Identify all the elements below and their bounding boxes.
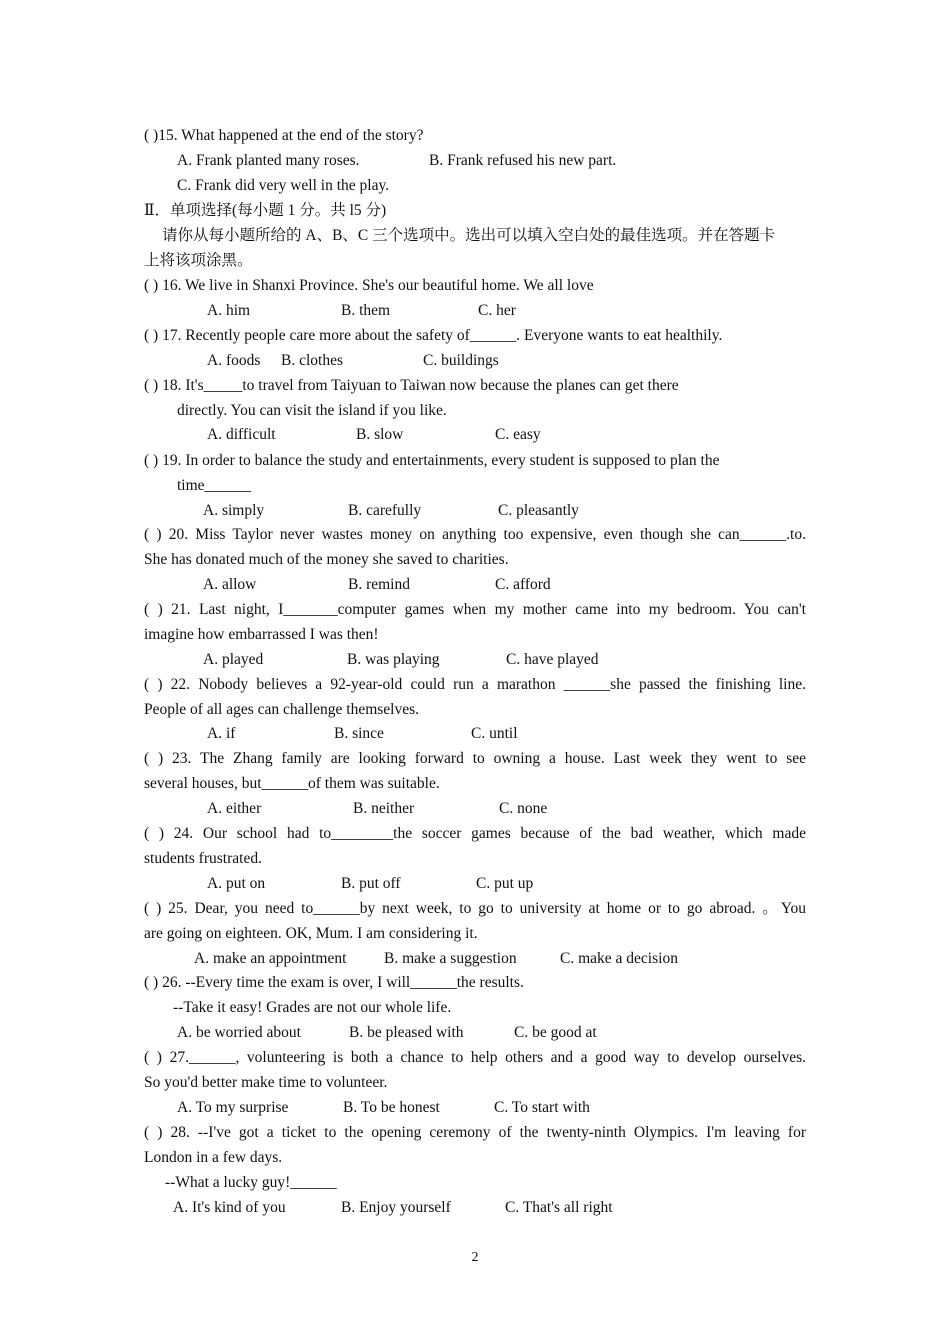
question-28-stem-line2: London in a few days. (144, 1149, 283, 1166)
q24-option-a: A. put on (207, 875, 266, 892)
q20-option-c: C. afford (495, 576, 551, 593)
q26-option-c: C. be good at (514, 1024, 597, 1041)
q15-option-a: A. Frank planted many roses. (177, 152, 360, 169)
q22-option-a: A. if (207, 725, 236, 742)
question-23-stem-line1: ( ) 23. The Zhang family are looking forward to owning a house. Last week they went to see (144, 750, 806, 767)
question-24-stem-line1: ( ) 24. Our school had to________the soccer games because of the bad weather, which made (144, 825, 806, 842)
question-28-stem-line1: ( ) 28. --I've got a ticket to the opening ceremony of the twenty-ninth Olympics. I'm leaving for (144, 1124, 806, 1141)
q17-option-a: A. foods (207, 352, 261, 369)
q24-option-c: C. put up (476, 875, 534, 892)
question-23-stem-line2: several houses, but______of them was suitable. (144, 775, 440, 792)
q28-option-a: A. It's kind of you (173, 1199, 286, 1216)
section-2-instruction-line1: 请你从每小题所给的 A、B、C 三个选项中。选出可以填入空白处的最佳选项。并在答题卡 (162, 227, 776, 244)
question-27-stem-line2: So you'd better make time to volunteer. (144, 1074, 388, 1091)
question-20-stem-line1: ( ) 20. Miss Taylor never wastes money on anything too expensive, even though she can______.to. (144, 526, 806, 543)
question-26-stem-line2: --Take it easy! Grades are not our whole life. (173, 999, 452, 1016)
q26-option-b: B. be pleased with (349, 1024, 464, 1041)
section-2-instruction-line2: 上将该项涂黑。 (144, 252, 253, 269)
q15-option-b: B. Frank refused his new part. (429, 152, 617, 169)
page-number: 2 (471, 1250, 479, 1265)
q16-option-b: B. them (341, 302, 391, 319)
question-17-stem: ( ) 17. Recently people care more about the safety of______. Everyone wants to eat healthily. (144, 327, 723, 344)
question-18-stem-line1: ( ) 18. It's_____to travel from Taiyuan to Taiwan now because the planes can get there (144, 377, 679, 394)
q20-option-a: A. allow (203, 576, 257, 593)
q21-option-a: A. played (203, 651, 264, 668)
q22-option-c: C. until (471, 725, 518, 742)
section-2-title: Ⅱ．单项选择(每小题 1 分。共 l5 分) (144, 202, 387, 219)
question-19-stem-line2: time______ (177, 477, 252, 494)
q21-option-b: B. was playing (347, 651, 440, 668)
q23-option-b: B. neither (353, 800, 415, 817)
q25-option-c: C. make a decision (560, 950, 678, 967)
q18-option-a: A. difficult (207, 426, 276, 443)
question-27-stem-line1: ( ) 27.______, volunteering is both a chance to help others and a good way to develop ourselves. (144, 1049, 806, 1066)
q26-option-a: A. be worried about (177, 1024, 301, 1041)
q17-option-c: C. buildings (423, 352, 499, 369)
question-26-stem-line1: ( ) 26. --Every time the exam is over, I will______the results. (144, 974, 524, 991)
q19-option-c: C. pleasantly (498, 502, 579, 519)
q21-option-c: C. have played (506, 651, 599, 668)
q16-option-c: C. her (478, 302, 516, 319)
q27-option-a: A. To my surprise (177, 1099, 289, 1116)
q15-option-c: C. Frank did very well in the play. (177, 177, 390, 194)
question-20-stem-line2: She has donated much of the money she saved to charities. (144, 551, 509, 568)
question-21-stem-line1: ( ) 21. Last night, I_______computer games when my mother came into my bedroom. You can't (144, 601, 806, 618)
q19-option-a: A. simply (203, 502, 265, 519)
question-16-stem: ( ) 16. We live in Shanxi Province. She's our beautiful home. We all love (144, 277, 594, 294)
q16-option-a: A. him (207, 302, 251, 319)
q27-option-b: B. To be honest (343, 1099, 440, 1116)
q18-option-b: B. slow (356, 426, 404, 443)
q19-option-b: B. carefully (348, 502, 422, 519)
question-18-stem-line2: directly. You can visit the island if you like. (177, 402, 447, 419)
q25-option-a: A. make an appointment (194, 950, 347, 967)
question-15-stem: ( )15. What happened at the end of the story? (144, 127, 424, 144)
question-25-stem-line2: are going on eighteen. OK, Mum. I am considering it. (144, 925, 478, 942)
question-25-stem-line1: ( ) 25. Dear, you need to______by next week, to go to university at home or to go abroad. 。You (144, 900, 806, 917)
q18-option-c: C. easy (495, 426, 541, 443)
q24-option-b: B. put off (341, 875, 401, 892)
q28-option-b: B. Enjoy yourself (341, 1199, 451, 1216)
question-24-stem-line2: students frustrated. (144, 850, 262, 867)
q23-option-a: A. either (207, 800, 262, 817)
question-22-stem-line1: ( ) 22. Nobody believes a 92-year-old could run a marathon ______she passed the finishing line. (144, 676, 806, 693)
question-22-stem-line2: People of all ages can challenge themselves. (144, 701, 420, 718)
q25-option-b: B. make a suggestion (384, 950, 517, 967)
question-28-stem-line3: --What a lucky guy!______ (165, 1174, 337, 1191)
q20-option-b: B. remind (348, 576, 410, 593)
q27-option-c: C. To start with (494, 1099, 590, 1116)
q17-option-b: B. clothes (281, 352, 343, 369)
question-21-stem-line2: imagine how embarrassed I was then! (144, 626, 379, 643)
q28-option-c: C. That's all right (505, 1199, 613, 1216)
q22-option-b: B. since (334, 725, 384, 742)
question-19-stem-line1: ( ) 19. In order to balance the study and entertainments, every student is supposed to plan the (144, 452, 720, 469)
q23-option-c: C. none (499, 800, 548, 817)
